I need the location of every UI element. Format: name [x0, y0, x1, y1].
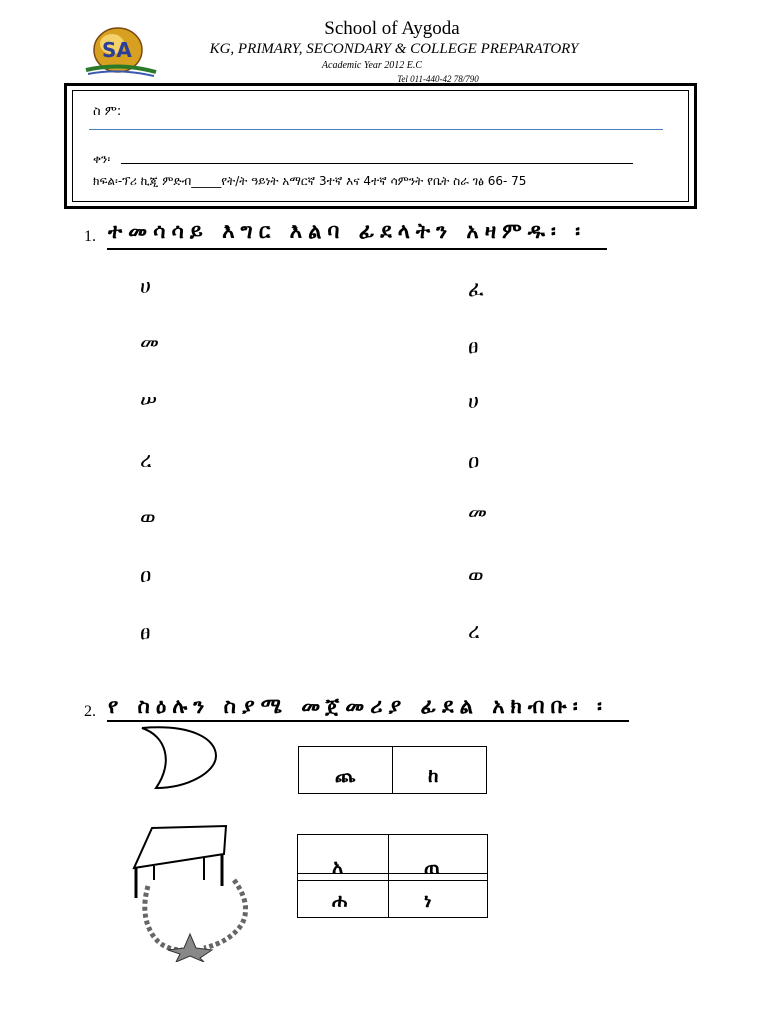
right-letter-1[interactable]: ፈ	[468, 277, 484, 301]
option-cell-1-1[interactable]: ጨ	[335, 765, 356, 787]
left-letter-4[interactable]: ረ	[140, 448, 152, 472]
right-letter-3[interactable]: ሀ	[468, 389, 479, 413]
left-letter-2[interactable]: መ	[140, 330, 159, 354]
answer-box-2-divider	[388, 834, 389, 918]
question-1-number: 1.	[84, 228, 96, 245]
question-1-text: ተመሳሳይ እግር እልባ ፊደላትን አዛምዱ፡ ፡	[108, 219, 587, 243]
student-info-box	[64, 83, 697, 209]
option-cell-2-4[interactable]: ነ	[424, 890, 432, 912]
crescent-moon-picture	[136, 726, 222, 792]
date-field-line[interactable]	[121, 163, 633, 164]
question-2-number: 2.	[84, 703, 96, 720]
right-letter-2[interactable]: ፀ	[468, 334, 479, 358]
question-2-underline	[107, 720, 629, 722]
table-picture	[130, 824, 256, 962]
right-letter-5[interactable]: መ	[468, 500, 487, 524]
right-letter-4[interactable]: ዐ	[468, 449, 480, 473]
left-letter-6[interactable]: ዐ	[140, 563, 152, 587]
grade-subject-line: ክፍል፡-ፕሪ ኪጂ ምድብ_____የት/ት ዓይነት አማርኛ 3ተኛ እና 4ተኛ ሳምንት የቤት ስራ ገፅ 66- 75	[93, 174, 527, 188]
option-cell-2-1[interactable]: አ	[332, 856, 344, 878]
name-field-line[interactable]	[89, 129, 663, 130]
answer-box-1-divider	[392, 746, 393, 794]
answer-box-2-middle-band	[297, 873, 488, 881]
right-letter-6[interactable]: ወ	[468, 563, 484, 587]
student-info-inner-frame	[72, 90, 689, 202]
option-cell-2-3[interactable]: ሐ	[332, 890, 348, 912]
left-letter-1[interactable]: ሀ	[140, 274, 151, 298]
name-label: ስ ም:	[93, 104, 122, 119]
left-letter-7[interactable]: ፀ	[140, 620, 151, 644]
date-label: ቀን፡	[93, 152, 111, 166]
left-letter-5[interactable]: ወ	[140, 505, 156, 529]
right-letter-7[interactable]: ረ	[468, 619, 480, 643]
academic-year: Academic Year 2012 E.C	[321, 60, 423, 71]
school-levels: KG, PRIMARY, SECONDARY & COLLEGE PREPARATORY	[209, 41, 579, 57]
question-1-underline	[107, 248, 607, 250]
option-cell-2-2[interactable]: ጠ	[424, 856, 440, 878]
logo-text: SA	[102, 38, 132, 62]
question-2-text: የ ስዕሉን ስያሜ መጀመሪያ ፊደል አክብቡ፡ ፡	[108, 694, 608, 718]
telephone: Tel 011-440-42 78/790	[397, 74, 479, 82]
left-letter-3[interactable]: ሠ	[140, 388, 158, 412]
school-name: School of Aygoda	[324, 18, 460, 39]
option-cell-1-2[interactable]: ከ	[428, 765, 439, 787]
